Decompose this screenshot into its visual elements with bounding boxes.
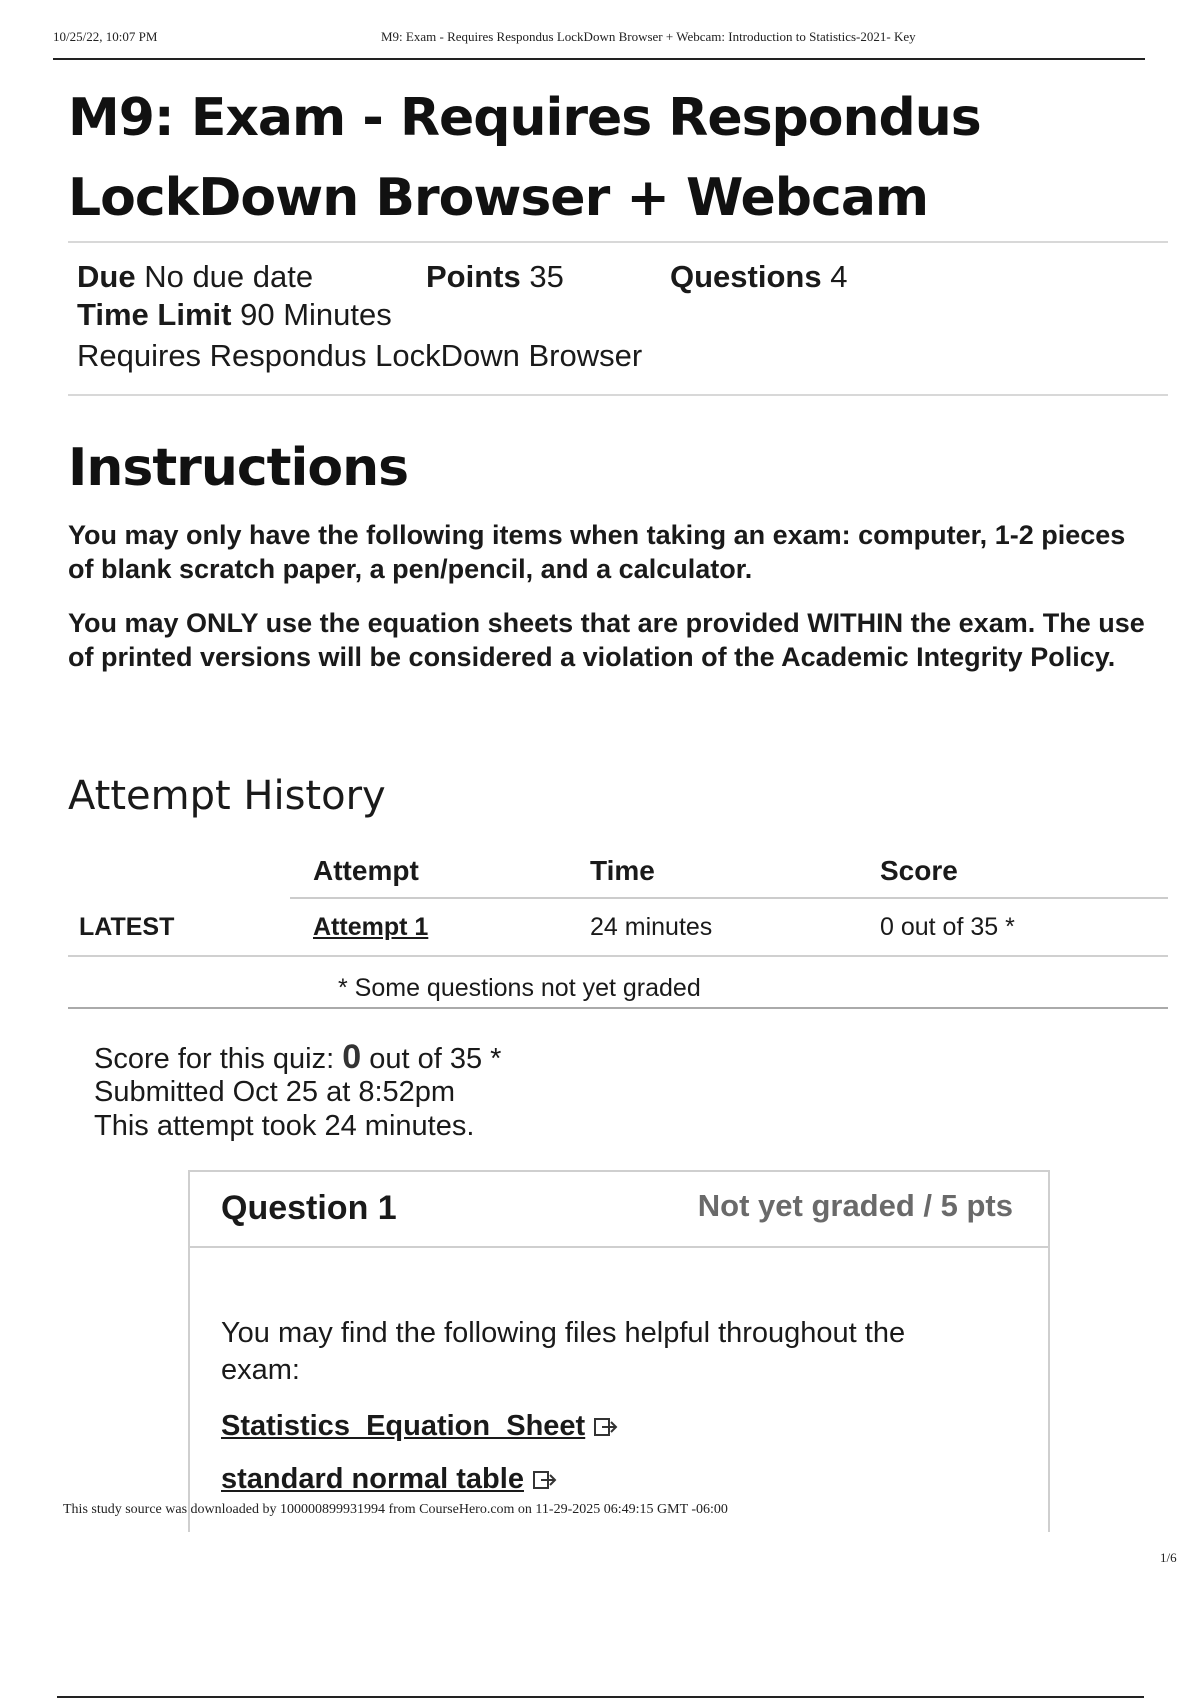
questions-detail xyxy=(670,259,847,295)
print-header xyxy=(53,28,1145,60)
question-text: You may find the following files helpful throughout the exam: xyxy=(221,1317,906,1386)
attempt-duration: This attempt took 24 minutes. xyxy=(94,1110,475,1142)
time-limit-value: 90 Minutes xyxy=(240,297,392,332)
page-title-line-1: M9: Exam - Requires Respondus xyxy=(68,88,981,148)
question-card xyxy=(188,1170,1050,1532)
external-link-icon[interactable] xyxy=(532,1468,558,1492)
equation-sheet-link-text[interactable]: Statistics_Equation_Sheet xyxy=(221,1410,586,1442)
instructions-paragraph-2: You may ONLY use the equation sheets that are provided WITHIN the exam. The use of printed versions will be considered a violation of the Academic Integrity Policy. xyxy=(68,608,1145,672)
quiz-score-suffix: out of 35 * xyxy=(369,1043,502,1075)
equation-sheet-link[interactable] xyxy=(221,1410,619,1443)
bottom-divider xyxy=(57,1696,1144,1698)
attempt-1-link-text[interactable]: Attempt 1 xyxy=(313,913,429,941)
external-link-icon[interactable] xyxy=(593,1415,619,1439)
instructions-paragraph-1: You may only have the following items when taking an exam: computer, 1-2 pieces of blank scratch paper, a pen/pencil, and a calculator. xyxy=(68,520,1126,584)
due-detail xyxy=(77,259,313,295)
points-detail xyxy=(426,259,564,295)
column-header-attempt: Attempt xyxy=(313,855,419,886)
details-divider xyxy=(68,394,1168,396)
attempt-1-link[interactable] xyxy=(313,913,428,942)
questions-label: Questions xyxy=(670,259,822,294)
due-value: No due date xyxy=(144,259,314,294)
normal-table-link-text[interactable]: standard normal table xyxy=(221,1463,524,1495)
submitted-time: Submitted Oct 25 at 8:52pm xyxy=(94,1076,456,1108)
points-label: Points xyxy=(426,259,521,294)
table-header-divider xyxy=(290,897,1168,899)
download-source-footer: This study source was downloaded by 100000899931994 from CourseHero.com on 11-29-2025 06:49:15 GMT -06:00 xyxy=(63,1502,728,1517)
time-limit-detail xyxy=(77,297,392,333)
attempt-history-heading: Attempt History xyxy=(68,773,386,819)
questions-value: 4 xyxy=(830,259,848,294)
page-number: 1/6 xyxy=(1160,1550,1177,1565)
page-title xyxy=(68,78,1148,238)
normal-table-link[interactable] xyxy=(221,1463,558,1496)
quiz-score-value: 0 xyxy=(342,1038,362,1076)
instructions-heading: Instructions xyxy=(68,438,409,498)
question-title: Question 1 xyxy=(221,1189,397,1227)
table-bottom-divider xyxy=(68,1007,1168,1009)
quiz-score-prefix: Score for this quiz: xyxy=(94,1043,335,1075)
question-header xyxy=(190,1172,1048,1248)
lockdown-requirement: Requires Respondus LockDown Browser xyxy=(77,338,643,373)
latest-tag: LATEST xyxy=(79,913,175,941)
column-header-score: Score xyxy=(880,855,958,886)
attempt-score: 0 out of 35 * xyxy=(880,913,1015,941)
quiz-score xyxy=(94,1038,501,1077)
question-status: Not yet graded / 5 pts xyxy=(697,1188,1013,1223)
attempt-time: 24 minutes xyxy=(590,913,713,941)
table-row-divider xyxy=(68,955,1168,957)
title-divider xyxy=(68,241,1168,243)
page-title-line-2: LockDown Browser + Webcam xyxy=(68,168,929,228)
print-doc-title: M9: Exam - Requires Respondus LockDown Browser + Webcam: Introduction to Statistics-2021- Key xyxy=(381,29,916,44)
column-header-time: Time xyxy=(590,855,655,886)
grading-footnote: * Some questions not yet graded xyxy=(338,974,701,1002)
points-value: 35 xyxy=(529,259,564,294)
print-datetime: 10/25/22, 10:07 PM xyxy=(53,29,158,44)
time-limit-label: Time Limit xyxy=(77,297,232,332)
due-label: Due xyxy=(77,259,136,294)
